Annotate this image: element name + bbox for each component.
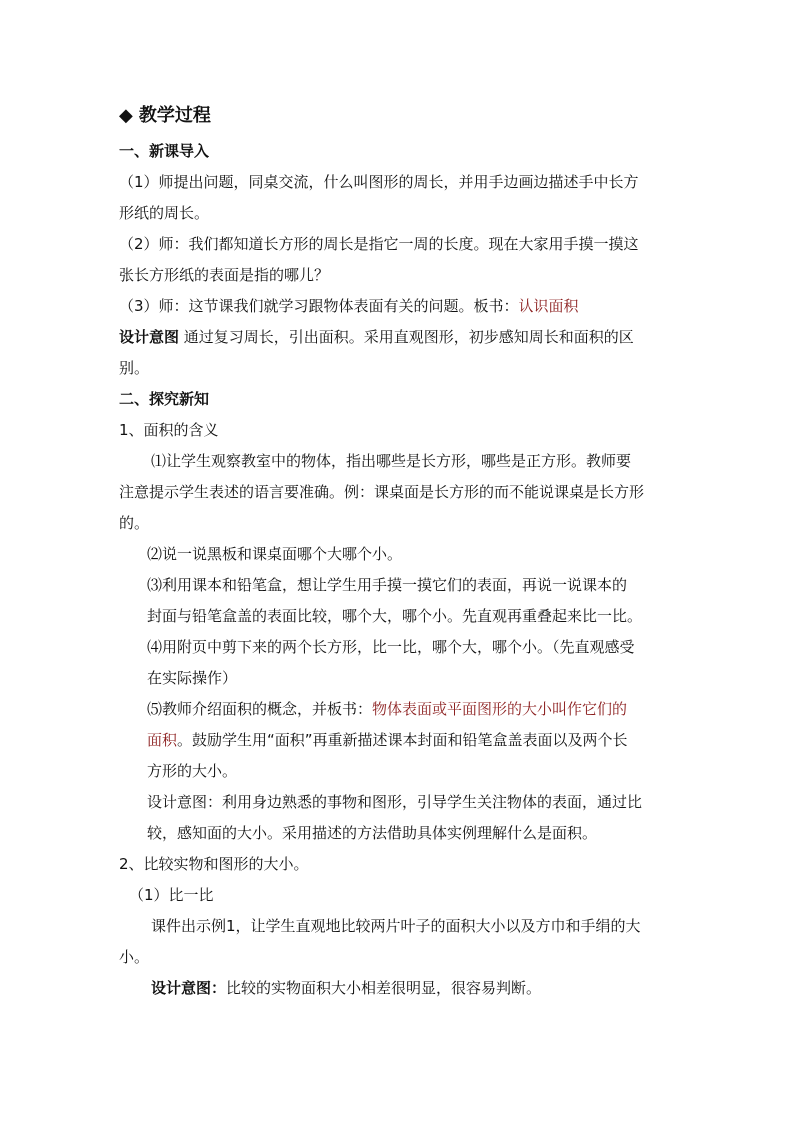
sub1-item1-line2: 注意提示学生表述的语言要准确。例：课桌面是长方形的而不能说课桌是长方形: [119, 483, 645, 501]
part1-item1-line2: 形纸的周长。: [119, 204, 210, 222]
part1-heading: 一、新课导入: [119, 142, 210, 160]
sub2-item1-line1: 课件出示例1，让学生直观地比较两片叶子的面积大小以及方巾和手绢的大: [151, 917, 641, 935]
section-title-text: 教学过程: [138, 105, 211, 126]
section-title: [119, 100, 679, 132]
part1-item2-line2: 张长方形纸的表面是指的哪儿？: [119, 266, 330, 284]
sub2-intent: [119, 973, 679, 1004]
part1-intent-line2: 别。: [119, 359, 150, 377]
sub1-item5-line1: [119, 694, 679, 725]
sub1-item3-line1: ⑶利用课本和铅笔盒，想让学生用手摸一摸它们的表面，再说一说课本的: [147, 576, 628, 594]
part1-intent-line1: [119, 322, 679, 353]
part1-item3-highlight: 认识面积: [518, 297, 579, 315]
part2-heading: 二、探究新知: [119, 390, 210, 408]
sub1-item5-suffix: 。鼓励学生用“面积”再重新描述课本封面和铅笔盒盖表面以及两个长: [177, 731, 628, 749]
part1-item2-line1: （2）师：我们都知道长方形的周长是指它一周的长度。现在大家用手摸一摸这: [119, 235, 639, 253]
sub1-item4-line1: ⑷用附页中剪下来的两个长方形，比一比，哪个大，哪个小。（先直观感受: [147, 638, 635, 656]
part1-item3: [119, 291, 679, 322]
sub2-item1-heading: （1）比一比: [129, 886, 214, 904]
sub1-item5-line2: [119, 725, 679, 756]
part1-item3-text: （3）师：这节课我们就学习跟物体表面有关的问题。板书：: [119, 297, 519, 315]
sub2-intent-label: 设计意图：: [151, 979, 227, 997]
part1-item1-line1: （1）师提出问题，同桌交流，什么叫图形的周长，并用手边画边描述手中长方: [119, 173, 639, 191]
sub2-heading: 2、比较实物和图形的大小。: [119, 855, 309, 873]
sub1-item5-prefix: ⑸教师介绍面积的概念，并板书：: [147, 700, 373, 718]
sub1-item3-line2: 封面与铅笔盒盖的表面比较，哪个大，哪个小。先直观再重叠起来比一比。: [147, 607, 643, 625]
sub1-heading: 1、面积的含义: [119, 421, 219, 439]
sub1-item2: ⑵说一说黑板和课桌面哪个大哪个小。: [147, 545, 403, 563]
part1-intent-label: 设计意图: [119, 328, 180, 346]
sub1-item1-line1: ⑴让学生观察教室中的物体，指出哪些是长方形，哪些是正方形。教师要: [151, 452, 632, 470]
sub2-item1-line2: 小。: [119, 948, 150, 966]
sub1-item4-line2: 在实际操作）: [147, 669, 238, 687]
document-page: [119, 100, 679, 1004]
sub1-item5-highlight1: 物体表面或平面图形的大小叫作它们的: [372, 700, 628, 718]
diamond-bullet-icon: ◆: [119, 105, 133, 126]
sub1-item1-line3: 的。: [119, 514, 150, 532]
sub1-item5-highlight2: 面积: [147, 731, 178, 749]
part1-intent-text: 通过复习周长，引出面积。采用直观图形，初步感知周长和面积的区: [179, 328, 634, 346]
sub1-intent-line2: 较，感知面的大小。采用描述的方法借助具体实例理解什么是面积。: [147, 824, 598, 842]
sub1-item5-line3: 方形的大小。: [147, 762, 238, 780]
sub2-intent-text: 比较的实物面积大小相差很明显，很容易判断。: [226, 979, 542, 997]
sub1-intent-line1: 设计意图：利用身边熟悉的事物和图形，引导学生关注物体的表面，通过比: [147, 793, 643, 811]
